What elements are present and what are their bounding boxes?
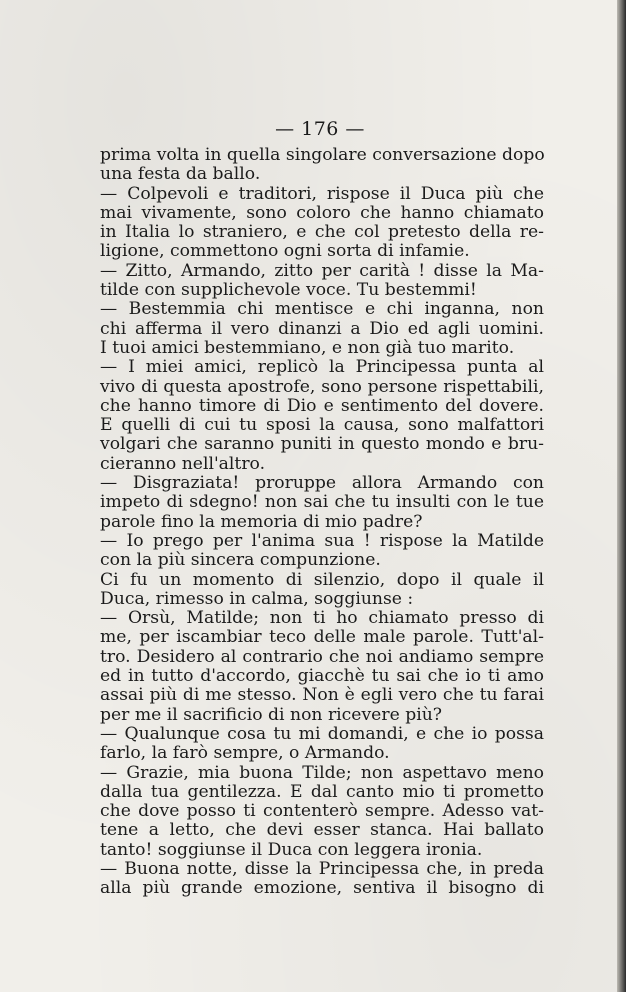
text-line: tanto! soggiunse il Duca con leggera ironia. bbox=[100, 839, 483, 860]
text-line: — I miei amici, replicò la Principessa punta al bbox=[100, 357, 544, 378]
text-line: — Buona notte, disse la Principessa che, in preda bbox=[100, 858, 544, 879]
text-line: tene a letto, che devi esser stanca. Hai ballato bbox=[100, 820, 544, 841]
text-line: — Grazie, mia buona Tilde; non aspettavo meno bbox=[100, 762, 544, 783]
text-line: farlo, la farò sempre, o Armando. bbox=[100, 743, 390, 764]
text-line: vivo di questa apostrofe, sono persone rispettabili, bbox=[100, 376, 544, 397]
text-line: per me il sacrificio di non ricevere più? bbox=[100, 704, 442, 725]
text-line: — Io prego per l'anima sua ! rispose la Matilde bbox=[100, 530, 544, 551]
text-line: con la più sincera compunzione. bbox=[100, 550, 381, 571]
text-line: mai vivamente, sono coloro che hanno chiamato bbox=[100, 202, 544, 223]
page-edge-shadow bbox=[617, 0, 626, 992]
body-text bbox=[100, 146, 544, 899]
text-line: — Disgraziata! proruppe allora Armando con bbox=[100, 473, 544, 494]
text-line: tro. Desidero al contrario che noi andiamo sempre bbox=[100, 646, 544, 667]
text-line: — Bestemmia chi mentisce e chi inganna, non bbox=[100, 299, 544, 320]
text-line: me, per iscambiar teco delle male parole. Tutt'al- bbox=[100, 627, 544, 648]
text-line: che dove posso ti contenterò sempre. Adesso vat- bbox=[100, 801, 544, 822]
text-line: cieranno nell'altro. bbox=[100, 453, 266, 474]
text-line: in Italia lo straniero, e che col pretesto della re- bbox=[100, 222, 544, 243]
text-line: — Colpevoli e traditori, rispose il Duca più che bbox=[100, 183, 544, 204]
text-line: Ci fu un momento di silenzio, dopo il quale il bbox=[100, 569, 544, 590]
text-line: chi afferma il vero dinanzi a Dio ed agli uomini. bbox=[100, 318, 544, 339]
text-line: parole fino la memoria di mio padre? bbox=[100, 511, 423, 532]
text-line: assai più di me stesso. Non è egli vero che tu farai bbox=[100, 685, 544, 706]
text-line: — Qualunque cosa tu mi domandi, e che io possa bbox=[100, 723, 544, 744]
text-line: ed in tutto d'accordo, giacchè tu sai che io ti amo bbox=[100, 666, 544, 687]
text-line: una festa da ballo. bbox=[100, 164, 261, 185]
text-line: tilde con supplichevole voce. Tu bestemmi! bbox=[100, 280, 477, 301]
text-line: E quelli di cui tu sposi la causa, sono malfattori bbox=[100, 415, 544, 436]
text-line: — Orsù, Matilde; non ti ho chiamato presso di bbox=[100, 608, 544, 629]
text-line: alla più grande emozione, sentiva il bisogno di bbox=[100, 878, 544, 899]
text-line: — Zitto, Armando, zitto per carità ! disse la Ma- bbox=[100, 260, 544, 281]
text-line: prima volta in quella singolare conversazione dopo bbox=[100, 145, 545, 165]
page-number: — 176 — bbox=[275, 118, 365, 140]
text-line: impeto di sdegno! non sai che tu insulti con le tue bbox=[100, 492, 544, 513]
text-line: Duca, rimesso in calma, soggiunse : bbox=[100, 588, 414, 609]
text-line: volgari che saranno puniti in questo mondo e bru- bbox=[100, 434, 544, 455]
text-line: ligione, commettono ogni sorta di infamie. bbox=[100, 241, 470, 262]
text-line: I tuoi amici bestemmiano, e non già tuo marito. bbox=[100, 337, 515, 358]
text-line: dalla tua gentilezza. E dal canto mio ti prometto bbox=[100, 781, 544, 802]
text-line: che hanno timore di Dio e sentimento del dovere. bbox=[100, 395, 544, 416]
